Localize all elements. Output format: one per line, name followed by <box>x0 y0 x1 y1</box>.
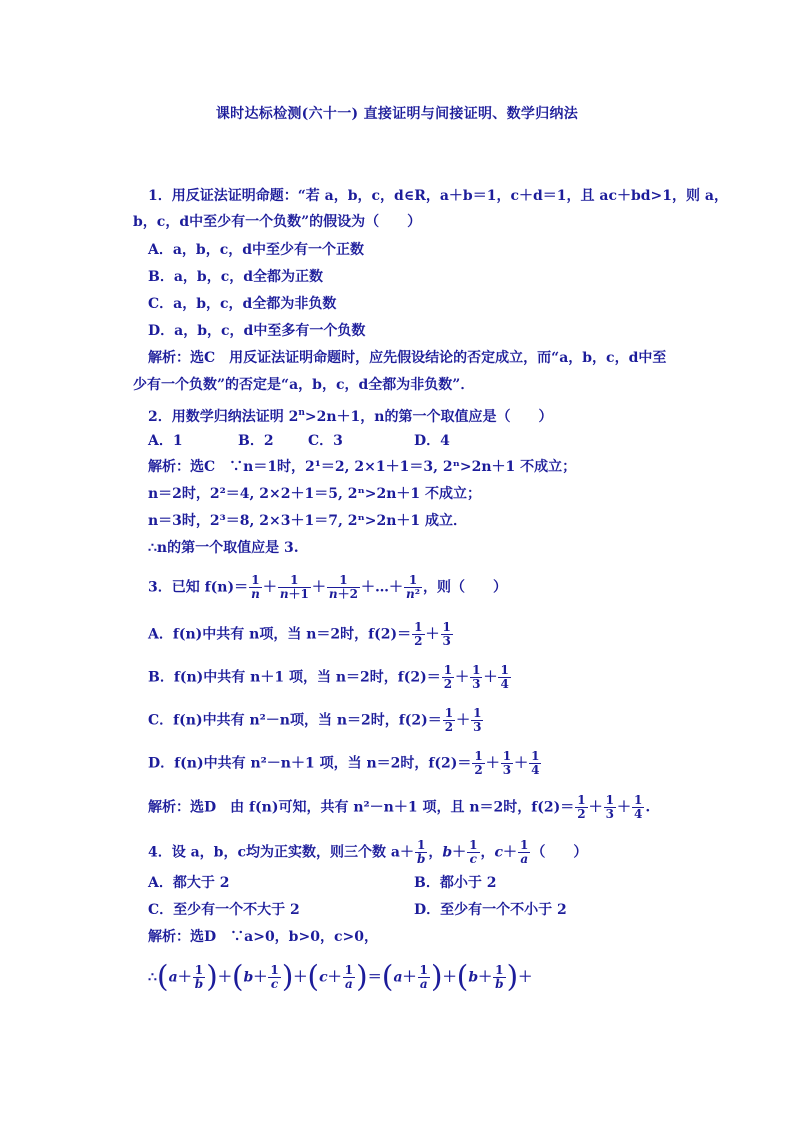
q2-option-b: B．2 <box>238 433 274 449</box>
fraction: $\frac{1}{n+1}$ <box>279 573 309 601</box>
q1-option-c: C．a，b，c，d全都为非负数 <box>148 296 337 312</box>
q1-solution-line1: 解析：选C 用反证法证明命题时，应先假设结论的否定成立，而“a，b，c，d中至 <box>148 350 667 366</box>
q1-stem-line2: b，c，d中至少有一个负数”的假设为（ ） <box>133 214 422 230</box>
q3-option-c: C．f(n)中共有 n²－n项，当 n＝2时，f(2)＝ $\frac{1}{2}$ ＋ $\frac{1}{3}$ <box>148 706 482 734</box>
q2-solution-line3: n＝3时，2³＝8, 2×3＋1＝7, 2ⁿ>2n＋1 成立． <box>148 513 467 529</box>
q4-stem-a: 4．设 a，b，c均为正实数，则三个数 a＋ <box>148 844 414 861</box>
q4-option-c: C．至少有一个不大于 2 <box>148 902 300 918</box>
q2-solution-line2: n＝2时，2²＝4, 2×2＋1＝5, 2ⁿ>2n＋1 不成立； <box>148 486 481 502</box>
q2-solution-line1: 解析：选C ∵n＝1时，2¹＝2, 2×1＋1＝3, 2ⁿ>2n＋1 不成立； <box>148 459 577 475</box>
q2-stem <box>148 403 552 427</box>
q2-option-c: C．3 <box>308 433 343 449</box>
page-title: 课时达标检测(六十一) 直接证明与间接证明、数学归纳法 <box>215 106 579 122</box>
q3-solution-text: 解析：选D 由 f(n)可知，共有 n²－n＋1 项，且 n＝2时，f(2)＝ <box>148 799 575 816</box>
fraction: $\frac{1}{\text{n²}}$ <box>406 573 420 601</box>
q1-solution-line2: 少有一个负数”的否定是“a，b，c，d全都为非负数”． <box>133 377 475 393</box>
q1-stem-line1: 1．用反证法证明命题：“若 a，b，c，d∈R，a＋b＝1，c＋d＝1，且 ac＋bd>1，则 a， <box>148 188 728 204</box>
q3-option-b-text: B．f(n)中共有 n＋1 项，当 n＝2时，f(2)＝ <box>148 669 441 686</box>
q4-stem-tail: （ ） <box>531 844 588 861</box>
q1-option-a: A．a，b，c，d中至少有一个正数 <box>148 242 365 258</box>
q3-stem-a: 3．已知 f(n)＝ <box>148 579 249 596</box>
q3-option-a: A．f(n)中共有 n项，当 n＝2时，f(2)＝ $\frac{1}{2}$ ＋ $\frac{1}{3}$ <box>148 620 451 648</box>
fraction: $\frac{1}{n}$ <box>251 573 260 601</box>
q2-option-a: A．1 <box>148 433 183 449</box>
q2-stem-sup: n <box>298 408 305 418</box>
q3-stem-tail: ，则（ ） <box>423 579 507 596</box>
q4-option-a: A．都大于 2 <box>148 875 230 891</box>
q3-option-b: B．f(n)中共有 n＋1 项，当 n＝2时，f(2)＝ $\frac{1}{2}$ ＋ $\frac{1}{3}$ ＋ $\frac{1}{4}$ <box>148 663 509 691</box>
q4-option-d: D．至少有一个不小于 2 <box>414 902 567 918</box>
q2-option-d: D．4 <box>414 433 450 449</box>
q3-stem: 3．已知 f(n)＝ $\frac{1}{n}$ ＋ $\frac{1}{n+1}$ ＋ $\frac{1}{n+2}$ ＋…＋ $\frac{1}{\text{n²}}$ ，则（ ） <box>148 573 507 601</box>
q2-solution-line4: ∴n的第一个取值应是 3. <box>148 540 299 556</box>
q4-option-b: B．都小于 2 <box>414 875 497 891</box>
q2-stem-b: >2n＋1，n的第一个取值应是（ ） <box>304 409 553 425</box>
q3-option-a-text: A．f(n)中共有 n项，当 n＝2时，f(2)＝ <box>148 626 412 643</box>
q3-option-c-text: C．f(n)中共有 n²－n项，当 n＝2时，f(2)＝ <box>148 712 442 729</box>
q4-solution-line2: ∴(a＋ $\frac{1}{b}$ )＋(b＋ $\frac{1}{c}$ )＋(c＋ $\frac{1}{a}$ )＝(a＋ $\frac{1}{a}$ )＋(b＋ $\frac{1}{b}$ )＋ <box>148 959 533 995</box>
fraction: $\frac{1}{n+2}$ <box>328 573 358 601</box>
q4-solution-line1: 解析：选D ∵a>0，b>0，c>0， <box>148 929 378 945</box>
q3-option-d-text: D．f(n)中共有 n²－n＋1 项，当 n＝2时，f(2)＝ <box>148 755 472 772</box>
q1-option-d: D．a，b，c，d中至多有一个负数 <box>148 323 366 339</box>
q2-stem-a: 2．用数学归纳法证明 2 <box>148 409 299 425</box>
q4-stem: 4．设 a，b，c均为正实数，则三个数 a＋ $\frac{1}{b}$ ，b＋ $\frac{1}{c}$ ，c＋ $\frac{1}{a}$ （ ） <box>148 838 588 866</box>
q3-solution: 解析：选D 由 f(n)可知，共有 n²－n＋1 项，且 n＝2时，f(2)＝ $\frac{1}{2}$ ＋ $\frac{1}{3}$ ＋ $\frac{1}{4}$ . <box>148 793 651 821</box>
q3-option-d: D．f(n)中共有 n²－n＋1 项，当 n＝2时，f(2)＝ $\frac{1}{2}$ ＋ $\frac{1}{3}$ ＋ $\frac{1}{4}$ <box>148 749 540 777</box>
q1-option-b: B．a，b，c，d全都为正数 <box>148 269 324 285</box>
